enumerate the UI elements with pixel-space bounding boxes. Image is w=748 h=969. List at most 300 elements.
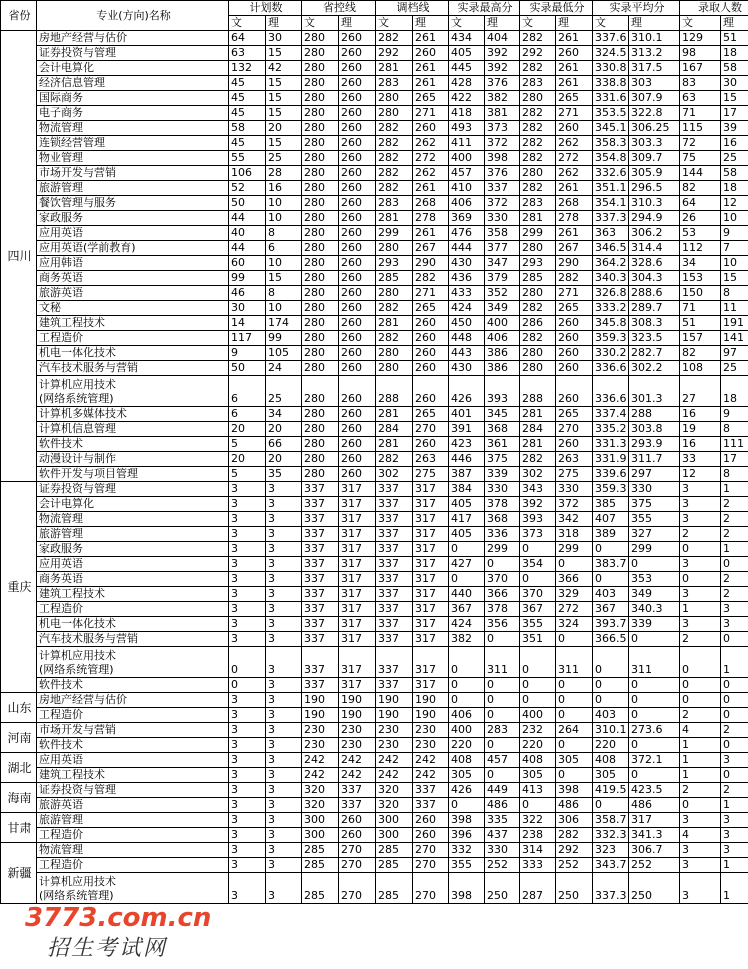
value-cell: 238 [520,828,556,843]
value-cell: 299 [485,542,520,557]
value-cell: 60 [229,256,266,271]
value-cell: 260 [339,31,376,46]
value-cell: 290 [413,256,449,271]
value-cell: 280 [302,316,339,331]
value-cell: 282 [376,301,413,316]
province-cell: 重庆 [1,482,37,693]
table-row [1,286,748,301]
value-cell: 0 [485,768,520,783]
value-cell: 27 [680,376,721,407]
major-cell: 经济信息管理 [37,76,229,91]
value-cell: 317 [339,647,376,678]
value-cell: 1 [680,738,721,753]
value-cell: 337 [302,497,339,512]
header-row-groups [1,1,748,16]
value-cell: 265 [556,407,593,422]
value-cell: 288 [629,407,680,422]
value-cell: 398 [449,813,485,828]
value-cell: 352 [485,286,520,301]
value-cell: 337 [485,181,520,196]
value-cell: 333 [520,858,556,873]
value-cell: 0 [485,693,520,708]
table-row [1,632,748,647]
value-cell: 3 [266,708,302,723]
value-cell: 3 [229,798,266,813]
value-cell: 190 [339,708,376,723]
value-cell: 280 [302,166,339,181]
value-cell: 260 [556,46,593,61]
value-cell: 361 [485,437,520,452]
value-cell: 282 [520,452,556,467]
value-cell: 10 [266,301,302,316]
value-cell: 51 [680,316,721,331]
value-cell: 263 [556,452,593,467]
value-cell: 3 [680,482,721,497]
value-cell: 366 [556,572,593,587]
value-cell: 51 [721,31,748,46]
value-cell: 50 [229,361,266,376]
value-cell: 280 [376,106,413,121]
value-cell: 330 [556,482,593,497]
province-header: 省份 [1,1,37,31]
value-cell: 284 [376,422,413,437]
table-row [1,512,748,527]
major-cell: 电子商务 [37,106,229,121]
value-cell: 3 [229,497,266,512]
value-cell: 367 [449,602,485,617]
table-row [1,121,748,136]
value-cell: 45 [229,106,266,121]
value-cell: 280 [302,61,339,76]
value-cell: 260 [556,316,593,331]
value-cell: 293 [520,256,556,271]
value-cell: 366 [485,587,520,602]
value-cell: 19 [680,422,721,437]
value-cell: 336 [485,527,520,542]
value-cell: 389 [593,527,629,542]
major-cell: 连锁经营管理 [37,136,229,151]
value-cell: 282 [556,271,593,286]
value-cell: 280 [302,181,339,196]
value-cell: 2 [680,632,721,647]
value-cell: 260 [339,136,376,151]
value-cell: 260 [339,452,376,467]
value-cell: 260 [339,271,376,286]
value-cell: 3 [229,557,266,572]
value-cell: 282 [376,136,413,151]
value-cell: 108 [680,361,721,376]
value-cell: 337 [376,587,413,602]
value-cell: 381 [485,106,520,121]
table-row [1,301,748,316]
value-cell: 317 [413,557,449,572]
value-cell: 299 [556,542,593,557]
table-row [1,738,748,753]
value-cell: 323 [593,843,629,858]
value-cell: 309.7 [629,151,680,166]
value-cell: 411 [449,136,485,151]
value-cell: 337 [302,572,339,587]
value-cell: 280 [302,76,339,91]
value-cell: 3 [266,497,302,512]
table-row [1,196,748,211]
value-cell: 3 [266,527,302,542]
value-cell: 376 [485,166,520,181]
value-cell: 430 [449,361,485,376]
value-cell: 0 [449,572,485,587]
value-cell: 376 [485,76,520,91]
value-cell: 306.7 [629,843,680,858]
value-cell: 3 [229,873,266,904]
major-cell: 旅游管理 [37,527,229,542]
value-cell: 373 [485,121,520,136]
value-cell: 25 [266,376,302,407]
value-cell: 53 [680,226,721,241]
value-cell: 270 [339,858,376,873]
value-cell: 289.7 [629,301,680,316]
value-cell: 3 [266,873,302,904]
group-header: 录取人数 [680,1,748,16]
value-cell: 486 [556,798,593,813]
value-cell: 10 [266,196,302,211]
value-cell: 1 [680,602,721,617]
table-row [1,723,748,738]
value-cell: 305 [449,768,485,783]
value-cell: 386 [485,346,520,361]
value-cell: 400 [485,316,520,331]
value-cell: 263 [413,452,449,467]
value-cell: 327 [629,527,680,542]
major-cell: 软件开发与项目管理 [37,467,229,482]
value-cell: 261 [413,226,449,241]
value-cell: 302 [376,467,413,482]
value-cell: 260 [339,91,376,106]
value-cell: 63 [229,46,266,61]
value-cell: 16 [266,181,302,196]
value-cell: 310.3 [629,196,680,211]
value-cell: 3 [266,587,302,602]
value-cell: 392 [485,46,520,61]
value-cell: 304.3 [629,271,680,286]
value-cell: 3 [680,557,721,572]
value-cell: 3 [266,813,302,828]
value-cell: 270 [556,422,593,437]
table-row [1,437,748,452]
value-cell: 18 [721,181,748,196]
value-cell: 260 [339,46,376,61]
value-cell: 280 [302,301,339,316]
value-cell: 337 [376,527,413,542]
value-cell: 0 [721,678,748,693]
value-cell: 105 [266,346,302,361]
value-cell: 286 [520,316,556,331]
value-cell: 320 [376,798,413,813]
value-cell: 0 [629,693,680,708]
major-cell: 应用韩语 [37,256,229,271]
major-cell: 商务英语 [37,271,229,286]
value-cell: 66 [266,437,302,452]
value-cell: 0 [556,768,593,783]
value-cell: 337 [376,497,413,512]
value-cell: 8 [266,226,302,241]
major-cell: 房地产经营与估价 [37,31,229,46]
value-cell: 25 [721,151,748,166]
major-cell: 工程造价 [37,858,229,873]
value-cell: 391 [449,422,485,437]
value-cell: 265 [556,91,593,106]
value-cell: 294.9 [629,211,680,226]
value-cell: 11 [721,301,748,316]
value-cell: 10 [266,256,302,271]
major-cell: 会计电算化 [37,61,229,76]
value-cell: 329 [556,587,593,602]
value-cell: 281 [376,61,413,76]
value-cell: 260 [339,151,376,166]
value-cell: 265 [413,301,449,316]
value-cell: 260 [339,286,376,301]
value-cell: 446 [449,452,485,467]
value-cell: 358.3 [593,136,629,151]
value-cell: 260 [413,437,449,452]
value-cell: 308.3 [629,316,680,331]
value-cell: 288 [376,376,413,407]
value-cell: 444 [449,241,485,256]
value-cell: 3 [266,858,302,873]
value-cell: 16 [680,407,721,422]
value-cell: 282 [520,61,556,76]
value-cell: 0 [485,738,520,753]
value-cell: 332.6 [593,166,629,181]
value-cell: 267 [413,241,449,256]
value-cell: 331.3 [593,437,629,452]
value-cell: 282 [520,301,556,316]
value-cell: 270 [413,422,449,437]
value-cell: 260 [413,361,449,376]
value-cell: 278 [556,211,593,226]
value-cell: 426 [449,783,485,798]
value-cell: 385 [593,497,629,512]
value-cell: 260 [339,467,376,482]
value-cell: 117 [229,331,266,346]
value-cell: 20 [266,121,302,136]
value-cell: 328.6 [629,256,680,271]
value-cell: 64 [680,196,721,211]
value-cell: 144 [680,166,721,181]
value-cell: 260 [339,61,376,76]
value-cell: 153 [680,271,721,286]
value-cell: 280 [376,346,413,361]
value-cell: 282 [413,271,449,286]
value-cell: 191 [721,316,748,331]
value-cell: 280 [302,346,339,361]
value-cell: 4 [680,828,721,843]
value-cell: 285 [302,858,339,873]
value-cell: 317 [339,482,376,497]
major-cell: 证券投资与管理 [37,46,229,61]
major-cell: 工程造价 [37,708,229,723]
major-cell: 应用英语 [37,753,229,768]
value-cell: 6 [266,241,302,256]
value-cell: 4 [680,723,721,738]
major-cell: 证券投资与管理 [37,482,229,497]
value-cell: 337 [302,557,339,572]
value-cell: 260 [413,121,449,136]
value-cell: 280 [302,437,339,452]
value-cell: 270 [339,843,376,858]
major-cell: 市场开发与营销 [37,166,229,181]
table-row [1,361,748,376]
value-cell: 25 [721,361,748,376]
value-cell: 486 [485,798,520,813]
value-cell: 3 [266,768,302,783]
table-row [1,166,748,181]
value-cell: 424 [449,617,485,632]
value-cell: 220 [520,738,556,753]
subject-header: 文 [376,16,413,31]
value-cell: 230 [339,738,376,753]
value-cell: 280 [520,361,556,376]
value-cell: 313.2 [629,46,680,61]
value-cell: 280 [302,106,339,121]
value-cell: 392 [485,61,520,76]
value-cell: 405 [449,497,485,512]
value-cell: 261 [413,31,449,46]
value-cell: 311.7 [629,452,680,467]
value-cell: 408 [593,753,629,768]
value-cell: 311 [485,647,520,678]
value-cell: 305 [556,753,593,768]
value-cell: 0 [721,632,748,647]
value-cell: 280 [520,166,556,181]
value-cell: 261 [556,226,593,241]
value-cell: 268 [556,196,593,211]
value-cell: 260 [339,828,376,843]
value-cell: 260 [339,361,376,376]
value-cell: 370 [520,587,556,602]
value-cell: 17 [721,106,748,121]
value-cell: 0 [556,632,593,647]
value-cell: 2 [721,512,748,527]
value-cell: 330 [485,843,520,858]
value-cell: 332.3 [593,828,629,843]
value-cell: 230 [302,738,339,753]
value-cell: 270 [413,843,449,858]
value-cell: 372 [485,196,520,211]
value-cell: 317 [413,617,449,632]
value-cell: 58 [229,121,266,136]
value-cell: 190 [302,693,339,708]
value-cell: 260 [413,813,449,828]
value-cell: 252 [629,858,680,873]
value-cell: 282.7 [629,346,680,361]
value-cell: 354.8 [593,151,629,166]
value-cell: 250 [556,873,593,904]
value-cell: 317 [339,497,376,512]
value-cell: 272 [556,602,593,617]
group-header: 实录最低分 [520,1,593,16]
value-cell: 58 [721,61,748,76]
value-cell: 63 [680,91,721,106]
value-cell: 230 [376,723,413,738]
table-row [1,61,748,76]
value-cell: 337 [302,632,339,647]
value-cell: 299 [376,226,413,241]
value-cell: 359.3 [593,331,629,346]
value-cell: 331.6 [593,91,629,106]
value-cell: 3 [229,617,266,632]
value-cell: 250 [485,873,520,904]
value-cell: 280 [302,256,339,271]
subject-header: 理 [721,16,748,31]
value-cell: 290 [556,256,593,271]
value-cell: 405 [449,527,485,542]
value-cell: 262 [413,166,449,181]
major-cell: 物流管理 [37,843,229,858]
value-cell: 285 [302,873,339,904]
value-cell: 15 [266,271,302,286]
value-cell: 372 [485,136,520,151]
value-cell: 317 [339,617,376,632]
value-cell: 370 [485,572,520,587]
value-cell: 282 [556,828,593,843]
value-cell: 317 [339,512,376,527]
value-cell: 382 [449,632,485,647]
value-cell: 285 [376,271,413,286]
value-cell: 39 [721,121,748,136]
province-cell: 四川 [1,31,37,482]
value-cell: 280 [376,91,413,106]
value-cell: 0 [593,678,629,693]
value-cell: 6 [229,376,266,407]
value-cell: 0 [629,678,680,693]
value-cell: 18 [721,46,748,61]
value-cell: 282 [376,151,413,166]
major-header: 专业(方向)名称 [37,1,229,31]
value-cell: 2 [721,587,748,602]
value-cell: 141 [721,331,748,346]
value-cell: 317 [339,557,376,572]
value-cell: 317 [413,572,449,587]
value-cell: 252 [485,858,520,873]
major-cell: 旅游管理 [37,181,229,196]
value-cell: 242 [413,753,449,768]
value-cell: 20 [266,422,302,437]
value-cell: 3 [229,843,266,858]
value-cell: 83 [680,76,721,91]
value-cell: 260 [339,346,376,361]
value-cell: 3 [680,858,721,873]
value-cell: 111 [721,437,748,452]
province-cell: 河南 [1,723,37,753]
table-row [1,678,748,693]
value-cell: 337.4 [593,407,629,422]
value-cell: 330 [629,482,680,497]
value-cell: 317 [413,678,449,693]
table-row [1,136,748,151]
value-cell: 44 [229,241,266,256]
value-cell: 337 [376,647,413,678]
table-row [1,241,748,256]
value-cell: 10 [721,256,748,271]
value-cell: 347 [485,256,520,271]
value-cell: 282 [376,452,413,467]
value-cell: 337.3 [593,873,629,904]
value-cell: 330.2 [593,346,629,361]
table-row [1,497,748,512]
value-cell: 337 [302,587,339,602]
value-cell: 373 [520,527,556,542]
value-cell: 428 [449,76,485,91]
